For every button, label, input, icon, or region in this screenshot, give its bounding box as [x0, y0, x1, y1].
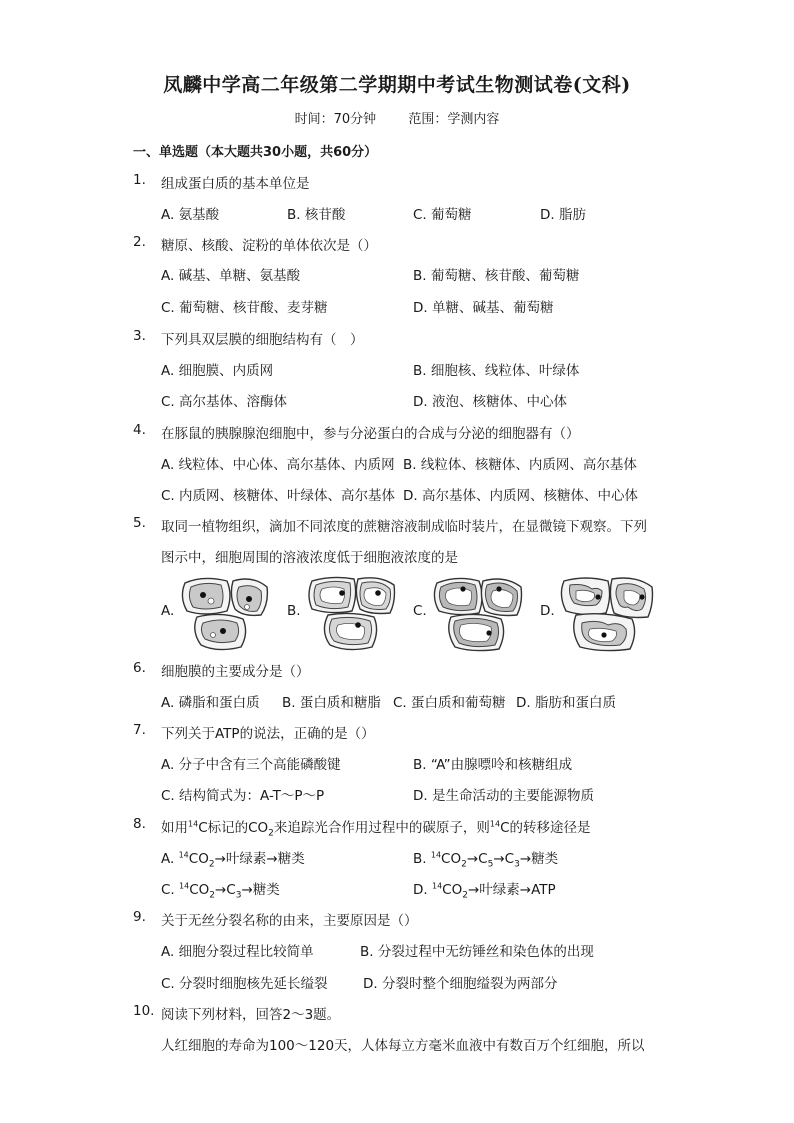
q8-text-a: 如用 — [161, 820, 188, 836]
sup: 14 — [430, 850, 442, 860]
option-a — [161, 847, 305, 870]
option-c: C. 分裂时细胞核先延长缢裂 — [161, 976, 328, 992]
q8-sup-a: 14 — [188, 819, 199, 829]
cell-diagram-c — [431, 573, 527, 653]
cell-diagram-a — [177, 573, 273, 653]
option-a: A. — [161, 603, 175, 619]
formula: CO — [442, 882, 463, 898]
option-d: D. 是生命活动的主要能源物质 — [413, 788, 594, 804]
formula: CO — [441, 851, 462, 867]
question-number: 10. — [133, 1003, 155, 1019]
option-c: C. 葡萄糖 — [413, 207, 472, 223]
question-number: 4. — [133, 422, 146, 438]
option-b: B. 分裂过程中无纺锤丝和染色体的出现 — [360, 944, 594, 960]
question-text-line2: 图示中，细胞周围的溶液浓度低于细胞液浓度的是 — [161, 550, 458, 566]
option-b: B. — [287, 603, 301, 619]
option-c: C. 高尔基体、溶酶体 — [161, 394, 288, 410]
option-b: B. 细胞核、线粒体、叶绿体 — [413, 363, 580, 379]
option-b: B. 蛋白质和糖脂 — [282, 695, 381, 711]
option-a: A. 氨基酸 — [161, 207, 220, 223]
q8-text-c: 来追踪光合作用过程中的碳原子，则 — [273, 820, 490, 836]
option-d: D. 脂肪 — [540, 207, 586, 223]
sup: 14 — [178, 850, 189, 860]
sub: 2 — [208, 859, 215, 870]
option-a: A. 分子中含有三个高能磷酸键 — [161, 757, 341, 773]
question-number: 6. — [133, 660, 146, 676]
option-d: D. 脂肪和蛋白质 — [516, 695, 616, 711]
section-heading: 一、单选题（本大题共30小题，共60分） — [133, 145, 378, 160]
exam-info — [0, 108, 794, 127]
option-a: A. 碱基、单糖、氨基酸 — [161, 268, 301, 284]
formula: →叶绿素→糖类 — [214, 851, 305, 867]
sub: 2 — [462, 890, 468, 901]
question-text: 关于无丝分裂名称的由来，主要原因是（） — [161, 913, 418, 929]
option-letter: A. — [161, 851, 179, 867]
formula: →糖类 — [519, 851, 559, 867]
formula: →C — [466, 851, 488, 867]
option-b: B. 葡萄糖、核苷酸、葡萄糖 — [413, 268, 580, 284]
page-title: 凤麟中学高二年级第二学期期中考试生物测试卷(文科) — [163, 74, 631, 96]
question-text: 阅读下列材料，回答2～3题。 — [161, 1007, 341, 1023]
exam-scope: 范围：学测内容 — [408, 112, 500, 127]
cell-diagram-d — [558, 573, 658, 653]
q8-sub-a: 2 — [268, 828, 274, 839]
q8-text-b: C标记的CO — [198, 820, 269, 836]
formula: CO — [189, 882, 210, 898]
question-number: 5. — [133, 515, 146, 531]
question-text: 取同一植物组织，滴加不同浓度的蔗糖溶液制成临时装片，在显微镜下观察。下列 — [161, 519, 647, 535]
option-b: B. “A”由腺嘌呤和核糖组成 — [413, 757, 573, 773]
sub: 5 — [487, 859, 494, 870]
question-text: 下列关于ATP的说法，正确的是（） — [161, 726, 375, 742]
option-c — [161, 878, 280, 901]
option-b: B. 线粒体、核糖体、内质网、高尔基体 — [403, 457, 637, 473]
option-d — [413, 878, 556, 901]
formula: →叶绿素→ATP — [467, 882, 556, 898]
option-a: A. 线粒体、中心体、高尔基体、内质网 — [161, 457, 395, 473]
formula: →C — [493, 851, 515, 867]
question-text: 细胞膜的主要成分是（） — [161, 664, 310, 680]
reading-material: 人红细胞的寿命为100～120天，人体每立方毫米血液中有数百万个红细胞，所以 — [161, 1038, 645, 1054]
option-d: D. — [540, 603, 555, 619]
option-a: A. 细胞分裂过程比较简单 — [161, 944, 314, 960]
cell-diagram-b — [304, 573, 400, 653]
option-d: D. 高尔基体、内质网、核糖体、中心体 — [403, 488, 638, 504]
option-c: C. 蛋白质和葡萄糖 — [393, 695, 506, 711]
question-text: 在豚鼠的胰腺腺泡细胞中，参与分泌蛋白的合成与分泌的细胞器有（） — [161, 426, 580, 442]
question-number: 1. — [133, 172, 146, 188]
sub: 3 — [235, 890, 242, 901]
question-text: 组成蛋白质的基本单位是 — [161, 176, 310, 192]
option-letter: B. — [413, 851, 431, 867]
question-text: 下列具双层膜的细胞结构有（ ） — [161, 332, 364, 348]
sub: 2 — [461, 859, 467, 870]
question-number: 8. — [133, 816, 146, 832]
option-c: C. 结构简式为：A-T～P～P — [161, 788, 325, 804]
q8-text-d: C的转移途径是 — [500, 820, 591, 836]
option-c: C. 葡萄糖、核苷酸、麦芽糖 — [161, 300, 328, 316]
option-a: A. 磷脂和蛋白质 — [161, 695, 260, 711]
question-number: 3. — [133, 328, 146, 344]
formula: CO — [188, 851, 209, 867]
exam-time: 时间：70分钟 — [294, 112, 377, 127]
sub: 2 — [209, 890, 215, 901]
option-letter: C. — [161, 882, 180, 898]
option-c: C. — [413, 603, 427, 619]
option-d: D. 单糖、碱基、葡萄糖 — [413, 300, 554, 316]
option-b: B. 核苷酸 — [287, 207, 346, 223]
question-text: 糖原、核酸、淀粉的单体依次是（） — [161, 238, 377, 254]
formula: →C — [215, 882, 236, 898]
option-b — [413, 847, 558, 870]
sup: 14 — [431, 881, 443, 891]
sup: 14 — [179, 881, 190, 891]
question-number: 2. — [133, 234, 146, 250]
sub: 3 — [514, 859, 520, 870]
question-text — [161, 816, 591, 839]
option-d: D. 分裂时整个细胞缢裂为两部分 — [363, 976, 558, 992]
question-number: 7. — [133, 722, 146, 738]
q8-sup-b: 14 — [489, 819, 501, 829]
option-letter: D. — [413, 882, 432, 898]
option-a: A. 细胞膜、内质网 — [161, 363, 274, 379]
option-c: C. 内质网、核糖体、叶绿体、高尔基体 — [161, 488, 396, 504]
question-number: 9. — [133, 909, 146, 925]
option-d: D. 液泡、核糖体、中心体 — [413, 394, 567, 410]
formula: →糖类 — [241, 882, 280, 898]
